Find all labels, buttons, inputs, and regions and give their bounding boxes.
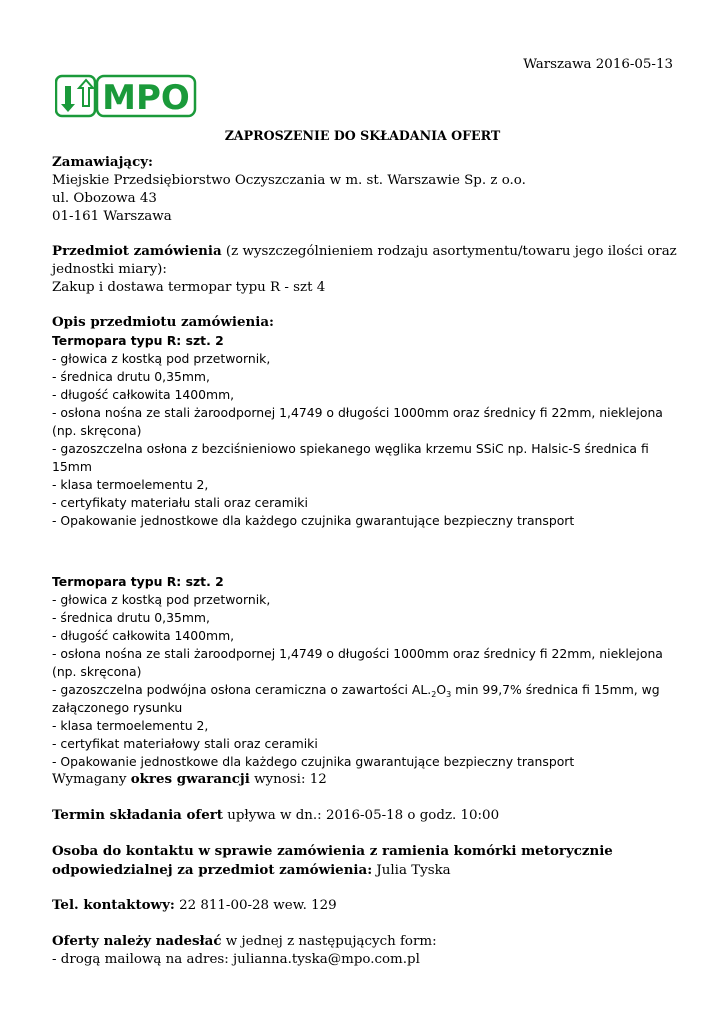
list-item: - średnica drutu 0,35mm, [52, 369, 210, 384]
termin-line [52, 806, 677, 825]
list-item: - Opakowanie jednostkowe dla każdego czujnika gwarantujące bezpieczny transport [52, 754, 575, 769]
zamawiajacy-section [52, 153, 677, 226]
tel-label: Tel. kontaktowy: [52, 897, 175, 913]
przedmiot-section [52, 242, 677, 297]
item2-section [52, 573, 677, 771]
recycle-arrows-icon [55, 74, 197, 118]
gwarancja-line: Wymagany okres gwarancji wynosi: 12 [52, 771, 327, 787]
list-item: - Opakowanie jednostkowe dla każdego czujnika gwarantujące bezpieczny transport [52, 513, 575, 528]
item2-heading: Termopara typu R: szt. 2 [52, 574, 224, 589]
zamawiajacy-line: Miejskie Przedsiębiorstwo Oczyszczania w m. st. Warszawie Sp. z o.o. [52, 173, 526, 188]
termin-value: upływa w dn.: 2016-05-18 o godz. 10:00 [222, 808, 500, 823]
item1-heading: Termopara typu R: szt. 2 [52, 333, 224, 348]
list-item: - osłona nośna ze stali żaroodpornej 1,4749 o długości 1000mm oraz średnicy fi 22mm, nieklejona (np. skręcona) [52, 405, 663, 438]
list-item: - osłona nośna ze stali żaroodpornej 1,4749 o długości 1000mm oraz średnicy fi 22mm, nieklejona (np. skręcona) [52, 646, 663, 679]
list-item-ceramic: - gazoszczelna podwójna osłona ceramiczna o zawartości $AL._2O_3$ min 99,7% średnica fi 15mm, wg załączonego rysunku [52, 682, 660, 715]
zamawiajacy-line: ul. Obozowa 43 [52, 191, 157, 206]
list-item: - klasa termoelementu 2, [52, 718, 209, 733]
oferty-value: w jednej z następujących form: [221, 934, 437, 949]
list-item: - długość całkowita 1400mm, [52, 387, 235, 402]
tel-value: 22 811-00-28 wew. 129 [174, 898, 337, 913]
zamawiajacy-line: 01-161 Warszawa [52, 209, 172, 224]
document-date: Warszawa 2016-05-13 [523, 57, 673, 72]
mpo-logo [55, 74, 197, 118]
oferty-section [52, 932, 677, 969]
document-title: ZAPROSZENIE DO SKŁADANIA OFERT [224, 128, 501, 143]
zamawiajacy-label: Zamawiający: [52, 154, 153, 170]
list-item: - długość całkowita 1400mm, [52, 628, 235, 643]
przedmiot-label: Przedmiot zamówienia [52, 243, 222, 259]
termin-label: Termin składania ofert [52, 807, 223, 823]
list-item: - średnica drutu 0,35mm, [52, 610, 210, 625]
oferty-email-line: - drogą mailową na adres: julianna.tyska@mpo.com.pl [52, 952, 420, 967]
przedmiot-note: (z wyszczególnieniem rodzaju asortymentu/towaru jego ilości oraz jednostki miary): [52, 244, 677, 277]
przedmiot-value: Zakup i dostawa termopar typu R - szt 4 [52, 280, 326, 295]
list-item: - klasa termoelementu 2, [52, 477, 209, 492]
list-item: - certyfikat materiałowy stali oraz ceramiki [52, 736, 318, 751]
tel-line [52, 896, 677, 915]
kontakt-label: Osoba do kontaktu w sprawie zamówienia z ramienia komórki metorycznie odpowiedzialnej za przedmiot zamówienia: [52, 843, 613, 878]
list-item: - głowica z kostką pod przetwornik, [52, 351, 271, 366]
kontakt-section [52, 842, 677, 880]
opis-section [52, 313, 677, 530]
kontakt-value: Julia Tyska [372, 863, 451, 878]
oferty-label: Oferty należy nadesłać [52, 933, 222, 949]
list-item: - gazoszczelna osłona z bezciśnieniowo spiekanego węglika krzemu SSiC np. Halsic-S średnica fi 15mm [52, 441, 649, 474]
svg-text:MPO: MPO [102, 78, 190, 118]
list-item: - głowica z kostką pod przetwornik, [52, 592, 271, 607]
list-item: - certyfikaty materiału stali oraz ceramiki [52, 495, 308, 510]
opis-label: Opis przedmiotu zamówienia: [52, 314, 274, 330]
